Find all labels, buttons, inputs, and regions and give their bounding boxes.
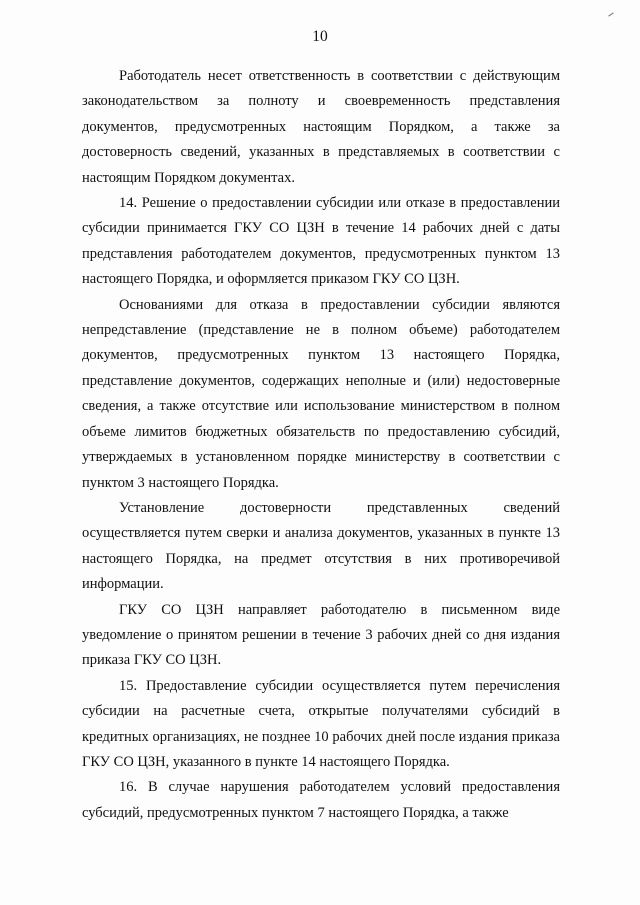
paragraph-14-decision: 14. Решение о предоставлении субсидии или отказе в предоставлении субсидии принимается ГКУ СО ЦЗН в течение 14 рабочих дней с даты представления работодателем документов, предусмотренных пунктом 13 настоящего Порядка, и оформляется приказом ГКУ СО ЦЗН. — [82, 195, 560, 288]
paragraph-notification: ГКУ СО ЦЗН направляет работодателю в письменном виде уведомление о принятом решении в течение 3 рабочих дней со дня издания приказа ГКУ СО ЦЗН. — [82, 601, 560, 669]
paragraph-responsibility: Работодатель несет ответственность в соответствии с действующим законодательством за полноту и своевременность представления документов, предусмотренных настоящим Порядком, а также за достоверность сведений, указанных в представляемых в соответствии с настоящим Порядком документах. — [82, 68, 560, 186]
paragraph-16-violation: 16. В случае нарушения работодателем условий предоставления субсидий, предусмотренных пунктом 7 настоящего Порядка, а также — [82, 779, 560, 821]
paragraph-verification: Установление достоверности представленных сведений осуществляется путем сверки и анализа документов, указанных в пункте 13 настоящего Порядка, на предмет отсутствия в них противоречивой информации. — [82, 499, 560, 593]
paragraph-refusal-grounds: Основаниями для отказа в предоставлении субсидии являются непредставление (представление не в полном объеме) работодателем документов, предусмотренных пунктом 13 настоящего Порядка, представление документов, содержащих неполные и (или) недостоверные сведения, а также отсутствие или использование министерством в полном объеме лимитов бюджетных обязательств по предоставлению субсидий, утверждаемых в установленном порядке министерству в соответствии с пунктом 3 настоящего Порядка. — [82, 296, 560, 491]
document-body — [82, 64, 560, 826]
page-number: 10 — [312, 28, 328, 45]
paragraph-15-transfer: 15. Предоставление субсидии осуществляется путем перечисления субсидии на расчетные счета, открытые получателями субсидий в кредитных организациях, не позднее 10 рабочих дней после издания приказа ГКУ СО ЦЗН, указанного в пункте 14 настоящего Порядка. — [82, 677, 560, 770]
scan-mark — [608, 12, 613, 16]
